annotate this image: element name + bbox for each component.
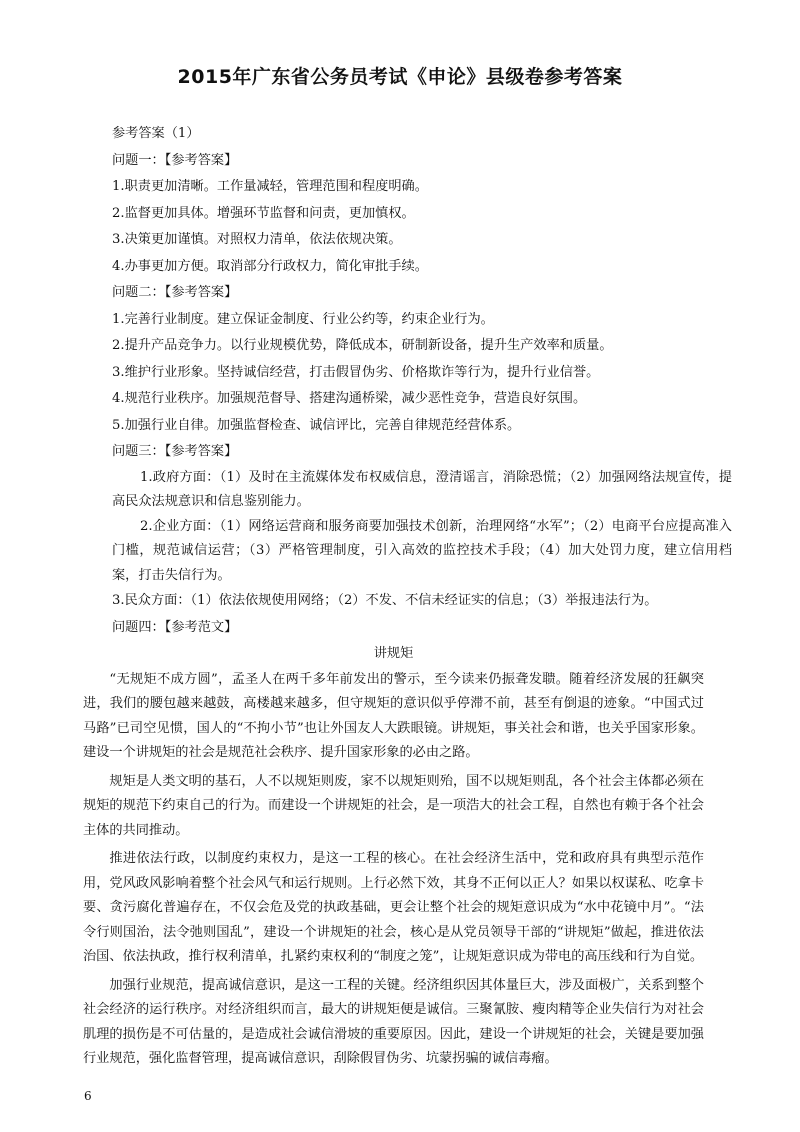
- q2-item: 3.维护行业形象。坚持诚信经营，打击假冒伪劣、价格欺诈等行为，提升行业信誉。: [112, 364, 600, 380]
- q2-item: 5.加强行业自律。加强监督检查、诚信评比，完善自律规范经营体系。: [112, 417, 521, 433]
- answer-content: [83, 121, 732, 1076]
- page-number: 6: [84, 1089, 92, 1103]
- q1-heading: 问题一：【参考答案】: [112, 152, 238, 168]
- q2-heading: 问题二：【参考答案】: [112, 285, 238, 300]
- q3-item: 3.民众方面：（1）依法依规使用网络；（2）不发、不信未经证实的信息；（3）举报违法行为。: [112, 593, 658, 608]
- essay-paragraph: “无规矩不成方圆”，孟圣人在两千多年前发出的警示，至今读来仍振聋发聩。随着经济发展的狂飙突进，我们的腰包越来越鼓，高楼越来越多，但守规矩的意识似乎停滞不前，甚至有倒退的迹象。“中国式过马路”已司空见惯，国人的“不拘小节”也让外国友人大跌眼镜。讲规矩，事关社会和谐，也关乎国家形象。建设一个讲规矩的社会是规范社会秩序、提升国家形象的必由之路。: [83, 671, 704, 760]
- essay-paragraph: 规矩是人类文明的基石，人不以规矩则废，家不以规矩则殆，国不以规矩则乱，各个社会主体都必须在规矩的规范下约束自己的行为。而建设一个讲规矩的社会，是一项浩大的社会工程，自然也有赖于各个社会主体的共同推动。: [83, 773, 704, 838]
- q1-item: 1.职责更加清晰。工作量减轻，管理范围和程度明确。: [112, 179, 428, 194]
- q2-item: 4.规范行业秩序。加强规范督导、搭建沟通桥梁，减少恶性竞争，营造良好氛围。: [112, 391, 587, 406]
- essay-title: 讲规矩: [373, 646, 414, 661]
- q1-item: 3.决策更加谨慎。对照权力清单，依法依规决策。: [112, 232, 402, 247]
- q2-item: 2.提升产品竞争力。以行业规模优势，降低成本，研制新设备，提升生产效率和质量。: [112, 338, 613, 353]
- essay-paragraph: 加强行业规范，提高诚信意识，是这一工程的关键。经济组织因其体量巨大，涉及面极广，关系到整个社会经济的运行秩序。对经济组织而言，最大的讲规矩便是诚信。三聚氰胺、瘦肉精等企业失信行为对社会肌理的损伤是不可估量的，是造成社会诚信滑坡的重要原因。因此，建设一个讲规矩的社会，关键是要加强行业规范，强化监督管理，提高诚信意识，刮除假冒伪劣、坑蒙拐骗的诚信毒瘤。: [83, 977, 704, 1066]
- q1-item: 2.监督更加具体。增强环节监督和问责，更加慎权。: [112, 205, 415, 221]
- essay-paragraph: 推进依法行政，以制度约束权力，是这一工程的核心。在社会经济生活中，党和政府具有典型示范作用，党风政风影响着整个社会风气和运行规则。上行必然下效，其身不正何以正人？如果以权谋私、吃拿卡要、贪污腐化普遍存在，不仅会危及党的执政基础，更会让整个社会的规矩意识成为“水中花镜中月”。“法令行则国治，法令弛则国乱”，建设一个讲规矩的社会，核心是从党员领导干部的“讲规矩”做起，推进依法治国、依法执政，推行权利清单，扎紧约束权利的“制度之笼”，让规矩意识成为带电的高压线和行为自觉。: [83, 851, 704, 964]
- q1-item: 4.办事更加方便。取消部分行政权力，简化审批手续。: [112, 258, 428, 274]
- q3-heading: 问题三：【参考答案】: [112, 444, 238, 459]
- q4-heading: 问题四：【参考范文】: [112, 619, 238, 635]
- answer-set-label: 参考答案（1）: [112, 126, 200, 141]
- q2-item: 1.完善行业制度。建立保证金制度、行业公约等，约束企业行为。: [112, 311, 494, 327]
- q3-item: 1.政府方面：（1）及时在主流媒体发布权威信息，澄清谣言，消除恐慌；（2）加强网络法规宣传，提高民众法规意识和信息鉴别能力。: [112, 469, 732, 509]
- essay: [83, 641, 704, 1072]
- q3-item: 2.企业方面：（1）网络运营商和服务商要加强技术创新，治理网络“水军”；（2）电商平台应提高准入门槛，规范诚信运营；（3）严格管理制度，引入高效的监控技术手段；（4）加大处罚力度，建立信用档案，打击失信行为。: [112, 518, 732, 583]
- document-title: 2015年广东省公务员考试《申论》县级卷参考答案: [177, 66, 623, 88]
